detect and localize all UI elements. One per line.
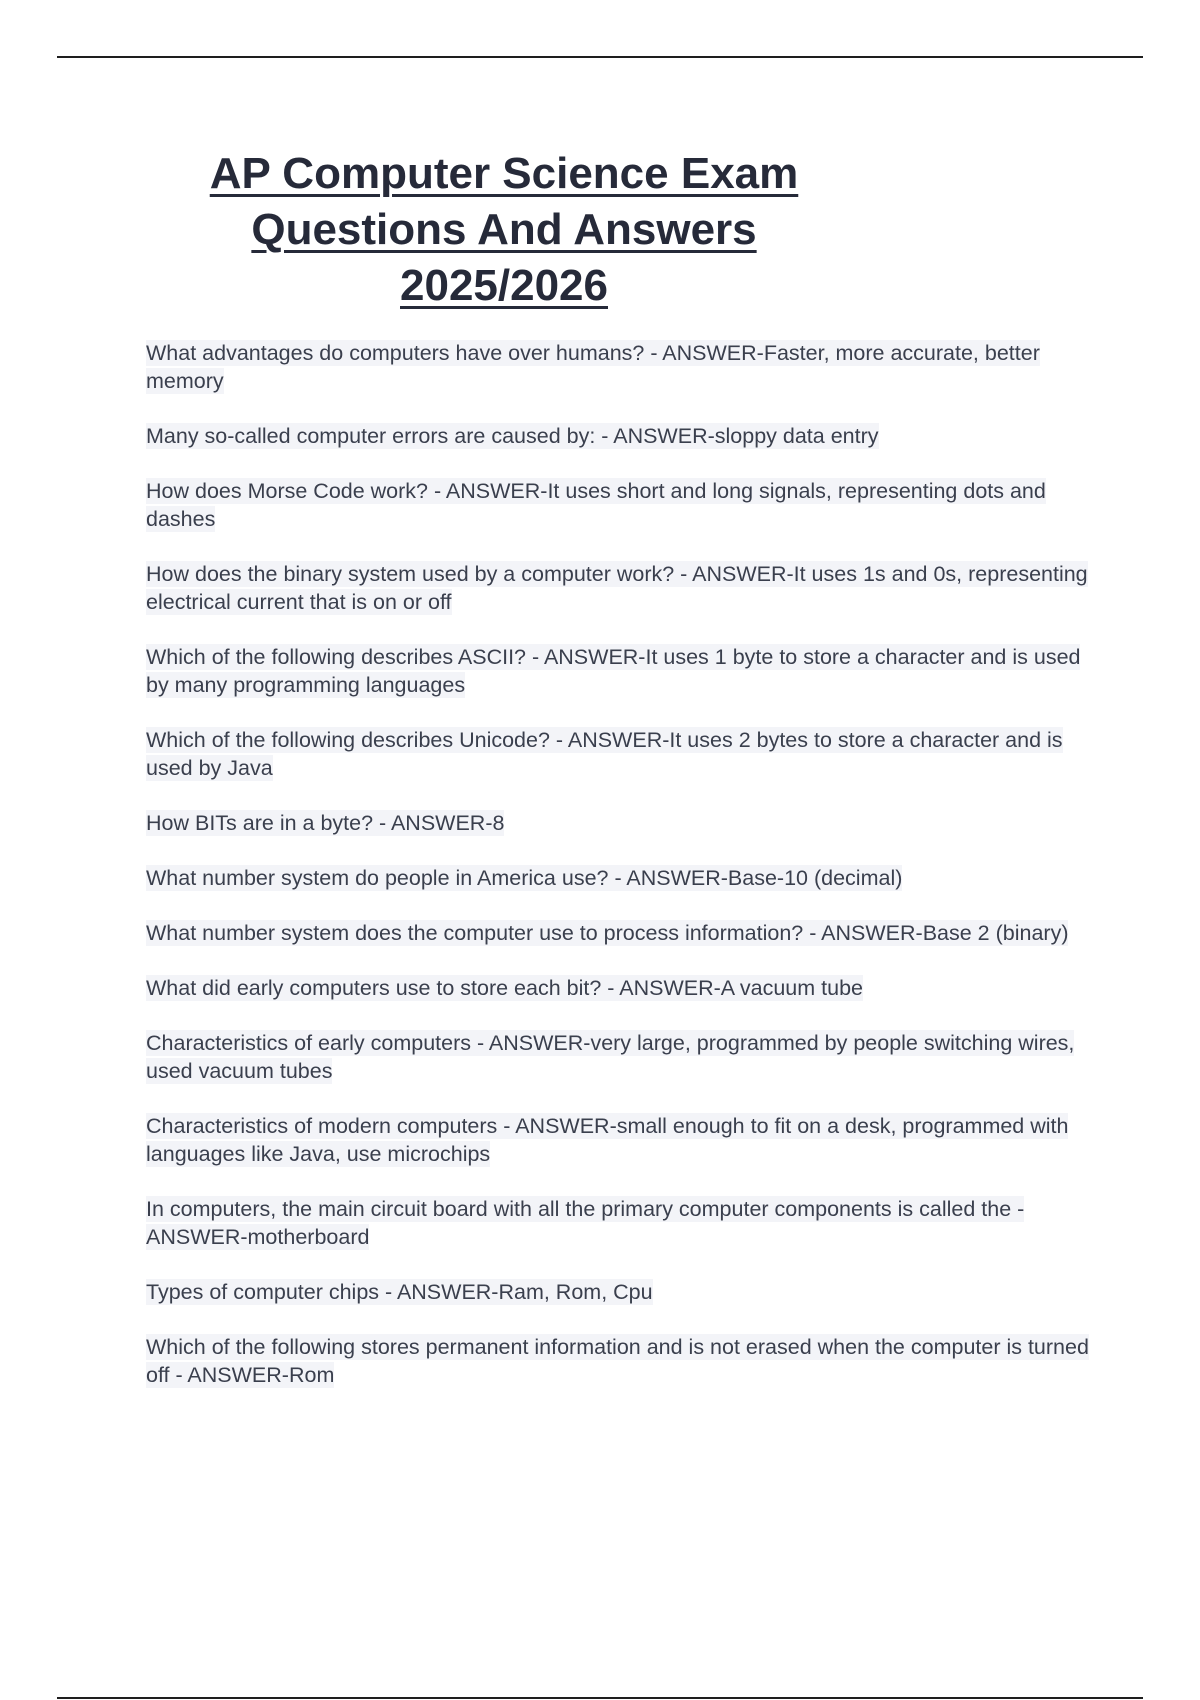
qa-text: What did early computers use to store each bit? - ANSWER-A vacuum tube — [146, 976, 863, 1000]
qa-item — [146, 974, 1096, 1002]
qa-text: How does Morse Code work? - ANSWER-It uses short and long signals, representing dots and dashes — [146, 479, 1046, 531]
qa-text: What number system does the computer use to process information? - ANSWER-Base 2 (binary) — [146, 921, 1069, 945]
qa-text: Characteristics of modern computers - ANSWER-small enough to fit on a desk, programmed with languages like Java, use microchips — [146, 1114, 1069, 1166]
qa-text: Types of computer chips - ANSWER-Ram, Rom, Cpu — [146, 1280, 653, 1304]
bottom-rule — [57, 1697, 1143, 1699]
qa-item — [146, 560, 1096, 616]
qa-text: Which of the following describes Unicode? - ANSWER-It uses 2 bytes to store a character and is used by Java — [146, 728, 1063, 780]
qa-text: Many so-called computer errors are caused by: - ANSWER-sloppy data entry — [146, 424, 879, 448]
qa-item — [146, 477, 1096, 533]
qa-item — [146, 643, 1096, 699]
qa-item — [146, 809, 1096, 837]
qa-item — [146, 1278, 1096, 1306]
page-title — [176, 146, 832, 314]
qa-text: How BITs are in a byte? - ANSWER-8 — [146, 811, 505, 835]
qa-text: Characteristics of early computers - ANSWER-very large, programmed by people switching wires, used vacuum tubes — [146, 1031, 1075, 1083]
qa-item — [146, 919, 1096, 947]
title-line-1: AP Computer Science Exam — [209, 149, 799, 198]
qa-list — [146, 339, 1096, 1416]
qa-text: How does the binary system used by a computer work? - ANSWER-It uses 1s and 0s, representing electrical current that is on or off — [146, 562, 1088, 614]
qa-item — [146, 1333, 1096, 1389]
title-line-2: Questions And Answers — [251, 205, 757, 254]
qa-item — [146, 1029, 1096, 1085]
qa-item — [146, 339, 1096, 395]
qa-text: In computers, the main circuit board with all the primary computer components is called the - ANSWER-motherboard — [146, 1197, 1025, 1249]
qa-item — [146, 864, 1096, 892]
qa-text: Which of the following stores permanent information and is not erased when the computer is turned off - ANSWER-Rom — [146, 1335, 1089, 1387]
title-line-3: 2025/2026 — [400, 261, 608, 310]
qa-item — [146, 1195, 1096, 1251]
qa-item — [146, 1112, 1096, 1168]
qa-item — [146, 726, 1096, 782]
qa-item — [146, 422, 1096, 450]
qa-text: Which of the following describes ASCII? - ANSWER-It uses 1 byte to store a character and is used by many programming languages — [146, 645, 1081, 697]
top-rule — [57, 56, 1143, 58]
qa-text: What number system do people in America use? - ANSWER-Base-10 (decimal) — [146, 866, 903, 890]
qa-text: What advantages do computers have over humans? - ANSWER-Faster, more accurate, better memory — [146, 341, 1040, 393]
